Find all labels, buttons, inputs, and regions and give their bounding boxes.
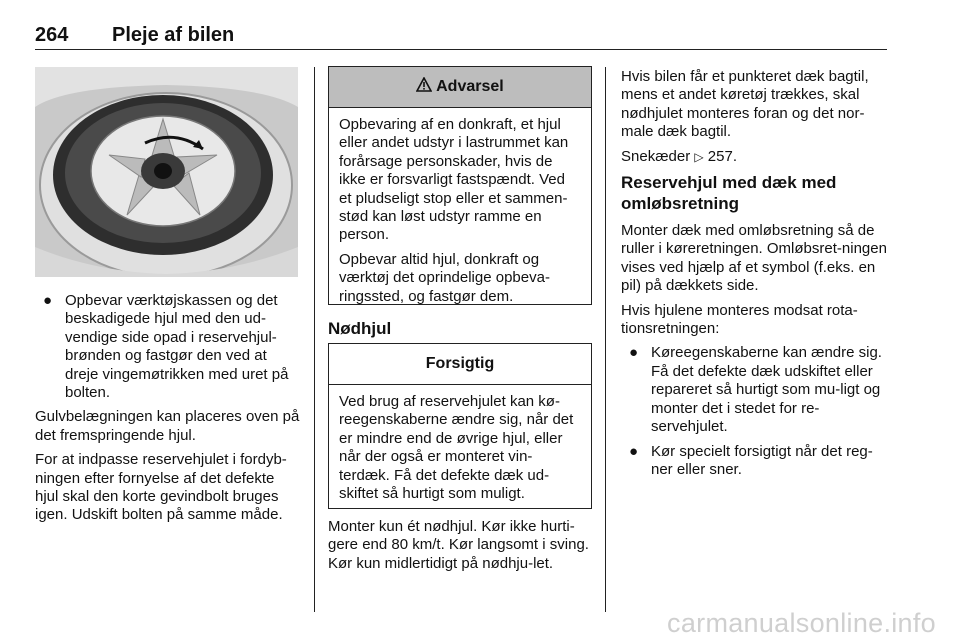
- paragraph: Hvis hjulene monteres modsat rota-tionsretningen:: [621, 301, 858, 338]
- warning-box-body: [329, 108, 591, 306]
- bullet-text: Køreegenskaberne kan ændre sig. Få det defekte dæk udskiftet eller repareret så hurtigt som mu-ligt og monter det i stedet for re-servehjulet.: [651, 344, 882, 436]
- page-number: 264: [35, 24, 69, 46]
- paragraph: Monter dæk med omløbsretning så de ruller i køreretningen. Omløbsret-ningen vises ved hjælp af et symbol (f.eks. en pil) på dækkets side.: [621, 222, 887, 295]
- page-title: Pleje af bilen: [112, 24, 235, 46]
- bullet-dot: ●: [629, 344, 639, 362]
- section-heading: Reservehjul med dæk med omløbsretning: [621, 173, 837, 214]
- paragraph: Hvis bilen får et punkteret dæk bagtil, mens et andet køretøj trækkes, skal nødhjulet monteres foran og det nor-male dæk bagtil.: [621, 68, 869, 141]
- page-header: [35, 18, 885, 52]
- warning-triangle-icon: [416, 77, 432, 92]
- reference-page-link[interactable]: 257.: [707, 147, 737, 165]
- list-item: [621, 344, 889, 436]
- caution-title: Forsigtig: [425, 355, 495, 372]
- column-1: [35, 292, 300, 531]
- warning-box: [328, 66, 592, 305]
- reference-arrow-icon[interactable]: ▷: [694, 149, 704, 164]
- column-divider: [314, 67, 315, 612]
- bullet-dot: ●: [43, 292, 53, 309]
- column-divider: [605, 67, 606, 612]
- section-heading: Nødhjul: [328, 319, 392, 338]
- column-2-footer: [328, 518, 593, 579]
- paragraph: Monter kun ét nødhjul. Kør ikke hurti-gere end 80 km/t. Kør langsomt i sving. Kør kun midlertidigt på nødhju-let.: [328, 518, 589, 572]
- caution-box-header: [329, 344, 591, 385]
- snow-chains-ref: [621, 148, 889, 166]
- bullet-dot: ●: [629, 442, 639, 460]
- bullet-text: Opbevar værktøjskassen og det beskadigede hjul med den ud-vendige side opad i reservehjul-brønden og fastgør den ved at dreje vingemøtrikken med uret på bolten.: [65, 292, 289, 402]
- spare-wheel-drawing: [35, 67, 298, 277]
- spare-wheel-illustration: [35, 67, 298, 277]
- list-item: [35, 292, 300, 402]
- column-3: [621, 68, 889, 485]
- snow-chains-label: Snekæder: [621, 147, 691, 165]
- paragraph: Opbevar altid hjul, donkraft og værktøj det oprindelige opbeva-ringssted, og fastgør dem.: [339, 250, 550, 305]
- paragraph: Gulvbelægningen kan placeres oven på det fremspringende hjul.: [35, 408, 300, 444]
- list-item: [621, 443, 889, 480]
- bullet-text: Kør specielt forsigtigt når det reg-ner eller sner.: [651, 442, 873, 478]
- paragraph: For at indpasse reservehjulet i fordyb-ningen efter fornyelse af det defekte hjul skal den korte gevindbolt bruges igen. Udskift bolten på samme måde.: [35, 451, 287, 524]
- warning-title: Advarsel: [436, 78, 504, 95]
- site-watermark: carmanualsonline.info: [667, 608, 936, 638]
- caution-box: [328, 343, 592, 509]
- header-rule: [35, 49, 887, 50]
- caution-box-body: [329, 385, 591, 503]
- paragraph: Ved brug af reservehjulet kan kø-reegenskaberne ændre sig, når det er mindre end de øvrige hjul, eller når der også er monteret vin-terdæk. Få det defekte dæk ud-skiftet så hurtigt som muligt.: [339, 393, 574, 503]
- paragraph: Opbevaring af en donkraft, et hjul eller andet udstyr i lastrummet kan forårsage personskader, hvis de ikke er forsvarligt fastspændt. Ved et pludseligt stop eller et sammen-stød kan løst udstyr ramme en person.: [339, 116, 569, 244]
- warning-box-header: [329, 67, 591, 108]
